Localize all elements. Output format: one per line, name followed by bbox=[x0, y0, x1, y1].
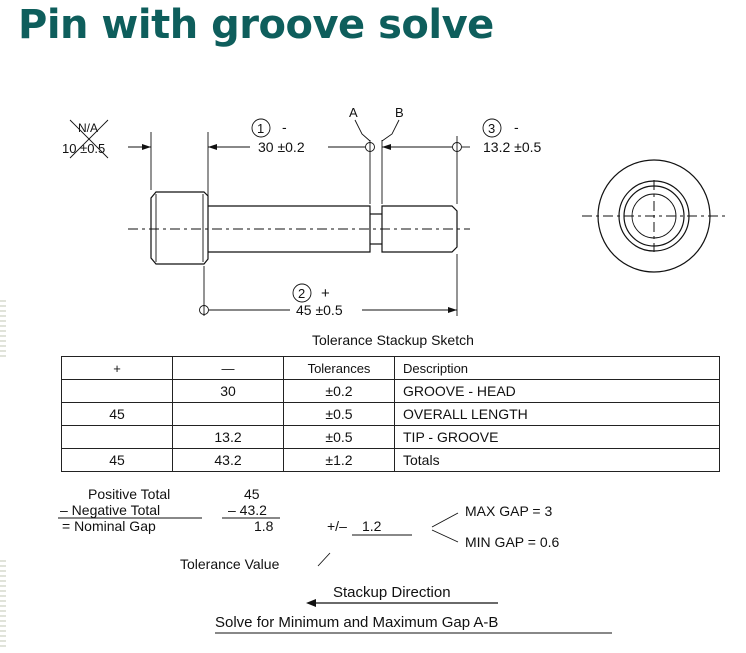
negative-total-value: – 43.2 bbox=[228, 502, 267, 518]
stackup-table bbox=[61, 356, 720, 472]
dimension-na bbox=[62, 120, 226, 158]
table-row-totals bbox=[62, 449, 720, 472]
na-value: 10 ±0.5 bbox=[62, 141, 106, 156]
dimension-2 bbox=[200, 284, 458, 318]
cell-description: OVERALL LENGTH bbox=[395, 403, 720, 426]
cell-description: GROOVE - HEAD bbox=[395, 380, 720, 403]
cell-tolerance: ±0.5 bbox=[284, 403, 395, 426]
table-header-row bbox=[62, 357, 720, 380]
cell-minus bbox=[173, 403, 284, 426]
solve-label: Solve for Minimum and Maximum Gap A-B bbox=[215, 614, 499, 631]
header-minus: — bbox=[173, 357, 284, 380]
pin-side-view bbox=[128, 192, 470, 264]
cell-tolerance: ±1.2 bbox=[284, 449, 395, 472]
table-row bbox=[62, 403, 720, 426]
na-label: N/A bbox=[78, 121, 99, 135]
cell-tolerance: ±0.5 bbox=[284, 426, 395, 449]
plus-minus-label: +/– bbox=[327, 518, 347, 534]
slide-title: Pin with groove solve bbox=[18, 2, 494, 48]
dim2-value: 45 ±0.5 bbox=[296, 302, 343, 318]
gap-points bbox=[349, 105, 404, 141]
dim1-number: 1 bbox=[257, 121, 265, 136]
dim1-value: 30 ±0.2 bbox=[258, 139, 305, 155]
dim1-sign: - bbox=[282, 119, 287, 135]
cell-description: TIP - GROOVE bbox=[395, 426, 720, 449]
tolerance-value: 1.2 bbox=[362, 518, 382, 534]
point-a-label: A bbox=[349, 105, 358, 120]
cell-minus: 30 bbox=[173, 380, 284, 403]
dim3-sign: - bbox=[514, 119, 519, 135]
header-description: Description bbox=[395, 357, 720, 380]
dim3-value: 13.2 ±0.5 bbox=[483, 139, 542, 155]
tolerance-value-label: Tolerance Value bbox=[180, 556, 280, 572]
cell-plus: 45 bbox=[62, 403, 173, 426]
cell-plus: 45 bbox=[62, 449, 173, 472]
cell-description: Totals bbox=[395, 449, 720, 472]
max-gap: MAX GAP = 3 bbox=[465, 503, 553, 519]
direction-arrow-icon bbox=[306, 599, 316, 607]
stackup-direction bbox=[215, 584, 612, 633]
cell-plus bbox=[62, 426, 173, 449]
dimension-3 bbox=[382, 119, 541, 155]
pin-end-view bbox=[582, 160, 726, 272]
dimension-1 bbox=[208, 119, 375, 155]
cell-tolerance: ±0.2 bbox=[284, 380, 395, 403]
min-gap: MIN GAP = 0.6 bbox=[465, 534, 560, 550]
dim2-sign: + bbox=[321, 285, 330, 302]
header-tolerances: Tolerances bbox=[284, 357, 395, 380]
positive-total-value: 45 bbox=[244, 486, 260, 502]
cell-plus bbox=[62, 380, 173, 403]
cell-minus: 13.2 bbox=[173, 426, 284, 449]
table-row bbox=[62, 380, 720, 403]
nominal-gap-value: 1.8 bbox=[254, 518, 274, 534]
positive-total-label: Positive Total bbox=[88, 486, 171, 502]
table-row bbox=[62, 426, 720, 449]
dim2-number: 2 bbox=[298, 286, 306, 301]
point-b-label: B bbox=[395, 105, 404, 120]
header-plus: + bbox=[62, 357, 173, 380]
dim3-number: 3 bbox=[488, 121, 496, 136]
stackup-summary bbox=[58, 486, 559, 572]
direction-label: Stackup Direction bbox=[333, 584, 451, 601]
sketch-caption: Tolerance Stackup Sketch bbox=[312, 332, 474, 348]
cell-minus: 43.2 bbox=[173, 449, 284, 472]
negative-total-label: – Negative Total bbox=[60, 502, 161, 518]
nominal-gap-label: = Nominal Gap bbox=[62, 518, 156, 534]
